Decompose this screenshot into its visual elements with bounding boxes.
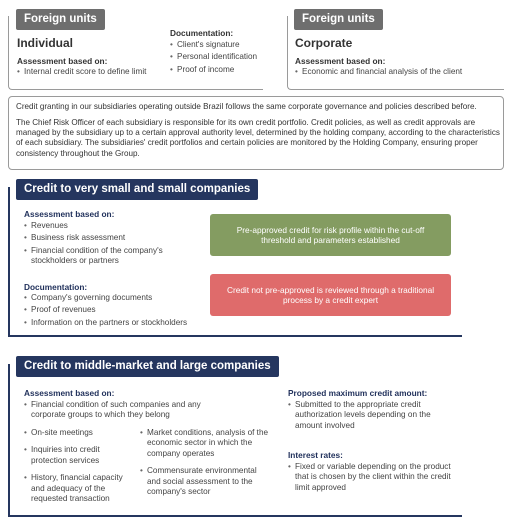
info-paragraph-2: The Chief Risk Officer of each subsidiary is responsible for its own credit portfolio. Credit policies, as well as credit approvals are managed by the subsidiary up to a certain approval authority level, determined by the holding company, according to the characteristics of each subsidiary. The subsidiaries' credit portfolios and certain policies are monitored by the Holding Company, ensuring proper consistency throughout the Group. (16, 118, 500, 158)
max-amount-list (288, 400, 458, 431)
interest-rates-heading: Interest rates: (288, 450, 343, 460)
small-assessment-list (24, 221, 184, 267)
list-item: • Business risk assessment (24, 233, 184, 243)
foreign-units-tag-corporate: Foreign units (294, 9, 383, 30)
list-item: • On-site meetings (24, 428, 136, 438)
individual-assessment-heading: Assessment based on: (17, 56, 108, 66)
small-companies-header: Credit to very small and small companies (16, 179, 258, 200)
list-item: • History, financial capacity and adequacy of the requested transaction (24, 473, 136, 504)
large-assessment-col2 (140, 428, 270, 497)
corporate-title: Corporate (295, 36, 353, 50)
documentation-list (170, 40, 270, 75)
list-item: • Fixed or variable depending on the product that is chosen by the client within the credit limit approved (288, 462, 463, 493)
large-assessment-full-item (24, 400, 214, 421)
max-amount-heading: Proposed maximum credit amount: (288, 388, 428, 398)
large-assessment-col1 (24, 428, 136, 504)
individual-title: Individual (17, 36, 74, 50)
large-companies-header: Credit to middle-market and large companies (16, 356, 279, 377)
pre-approved-box: Pre-approved credit for risk profile within the cut-off threshold and parameters established (210, 214, 451, 256)
list-item: • Submitted to the appropriate credit authorization levels depending on the amount involved (288, 400, 458, 431)
interest-rates-list (288, 462, 463, 493)
list-item: • Proof of revenues (24, 305, 204, 315)
list-item: • Financial condition of such companies and any corporate groups to which they belong (24, 400, 214, 421)
list-item: • Inquiries into credit protection services (24, 445, 136, 466)
not-pre-approved-box: Credit not pre-approved is reviewed through a traditional process by a credit expert (210, 274, 451, 316)
small-assessment-heading: Assessment based on: (24, 209, 115, 219)
large-assessment-heading: Assessment based on: (24, 388, 115, 398)
small-documentation-heading: Documentation: (24, 282, 88, 292)
documentation-heading: Documentation: (170, 28, 234, 38)
list-item: • Proof of income (170, 65, 270, 75)
individual-assessment-list (17, 67, 167, 77)
list-item: • Market conditions, analysis of the economic sector in which the company operates (140, 428, 270, 459)
foreign-units-tag-individual: Foreign units (16, 9, 105, 30)
list-item: • Financial condition of the company's stockholders or partners (24, 246, 184, 267)
corporate-assessment-list (295, 67, 500, 77)
small-documentation-list (24, 293, 204, 328)
list-item: • Commensurate environmental and social assessment to the company's sector (140, 466, 270, 497)
list-item: • Company's governing documents (24, 293, 204, 303)
list-item: • Revenues (24, 221, 184, 231)
info-paragraph-1: Credit granting in our subsidiaries operating outside Brazil follows the same corporate governance and policies described before. (16, 102, 477, 111)
list-item: • Information on the partners or stockholders (24, 318, 204, 328)
list-item: • Client's signature (170, 40, 270, 50)
corporate-assessment-heading: Assessment based on: (295, 56, 386, 66)
list-item: • Internal credit score to define limit (17, 67, 167, 77)
list-item: • Personal identification (170, 52, 270, 62)
list-item: • Economic and financial analysis of the client (295, 67, 500, 77)
